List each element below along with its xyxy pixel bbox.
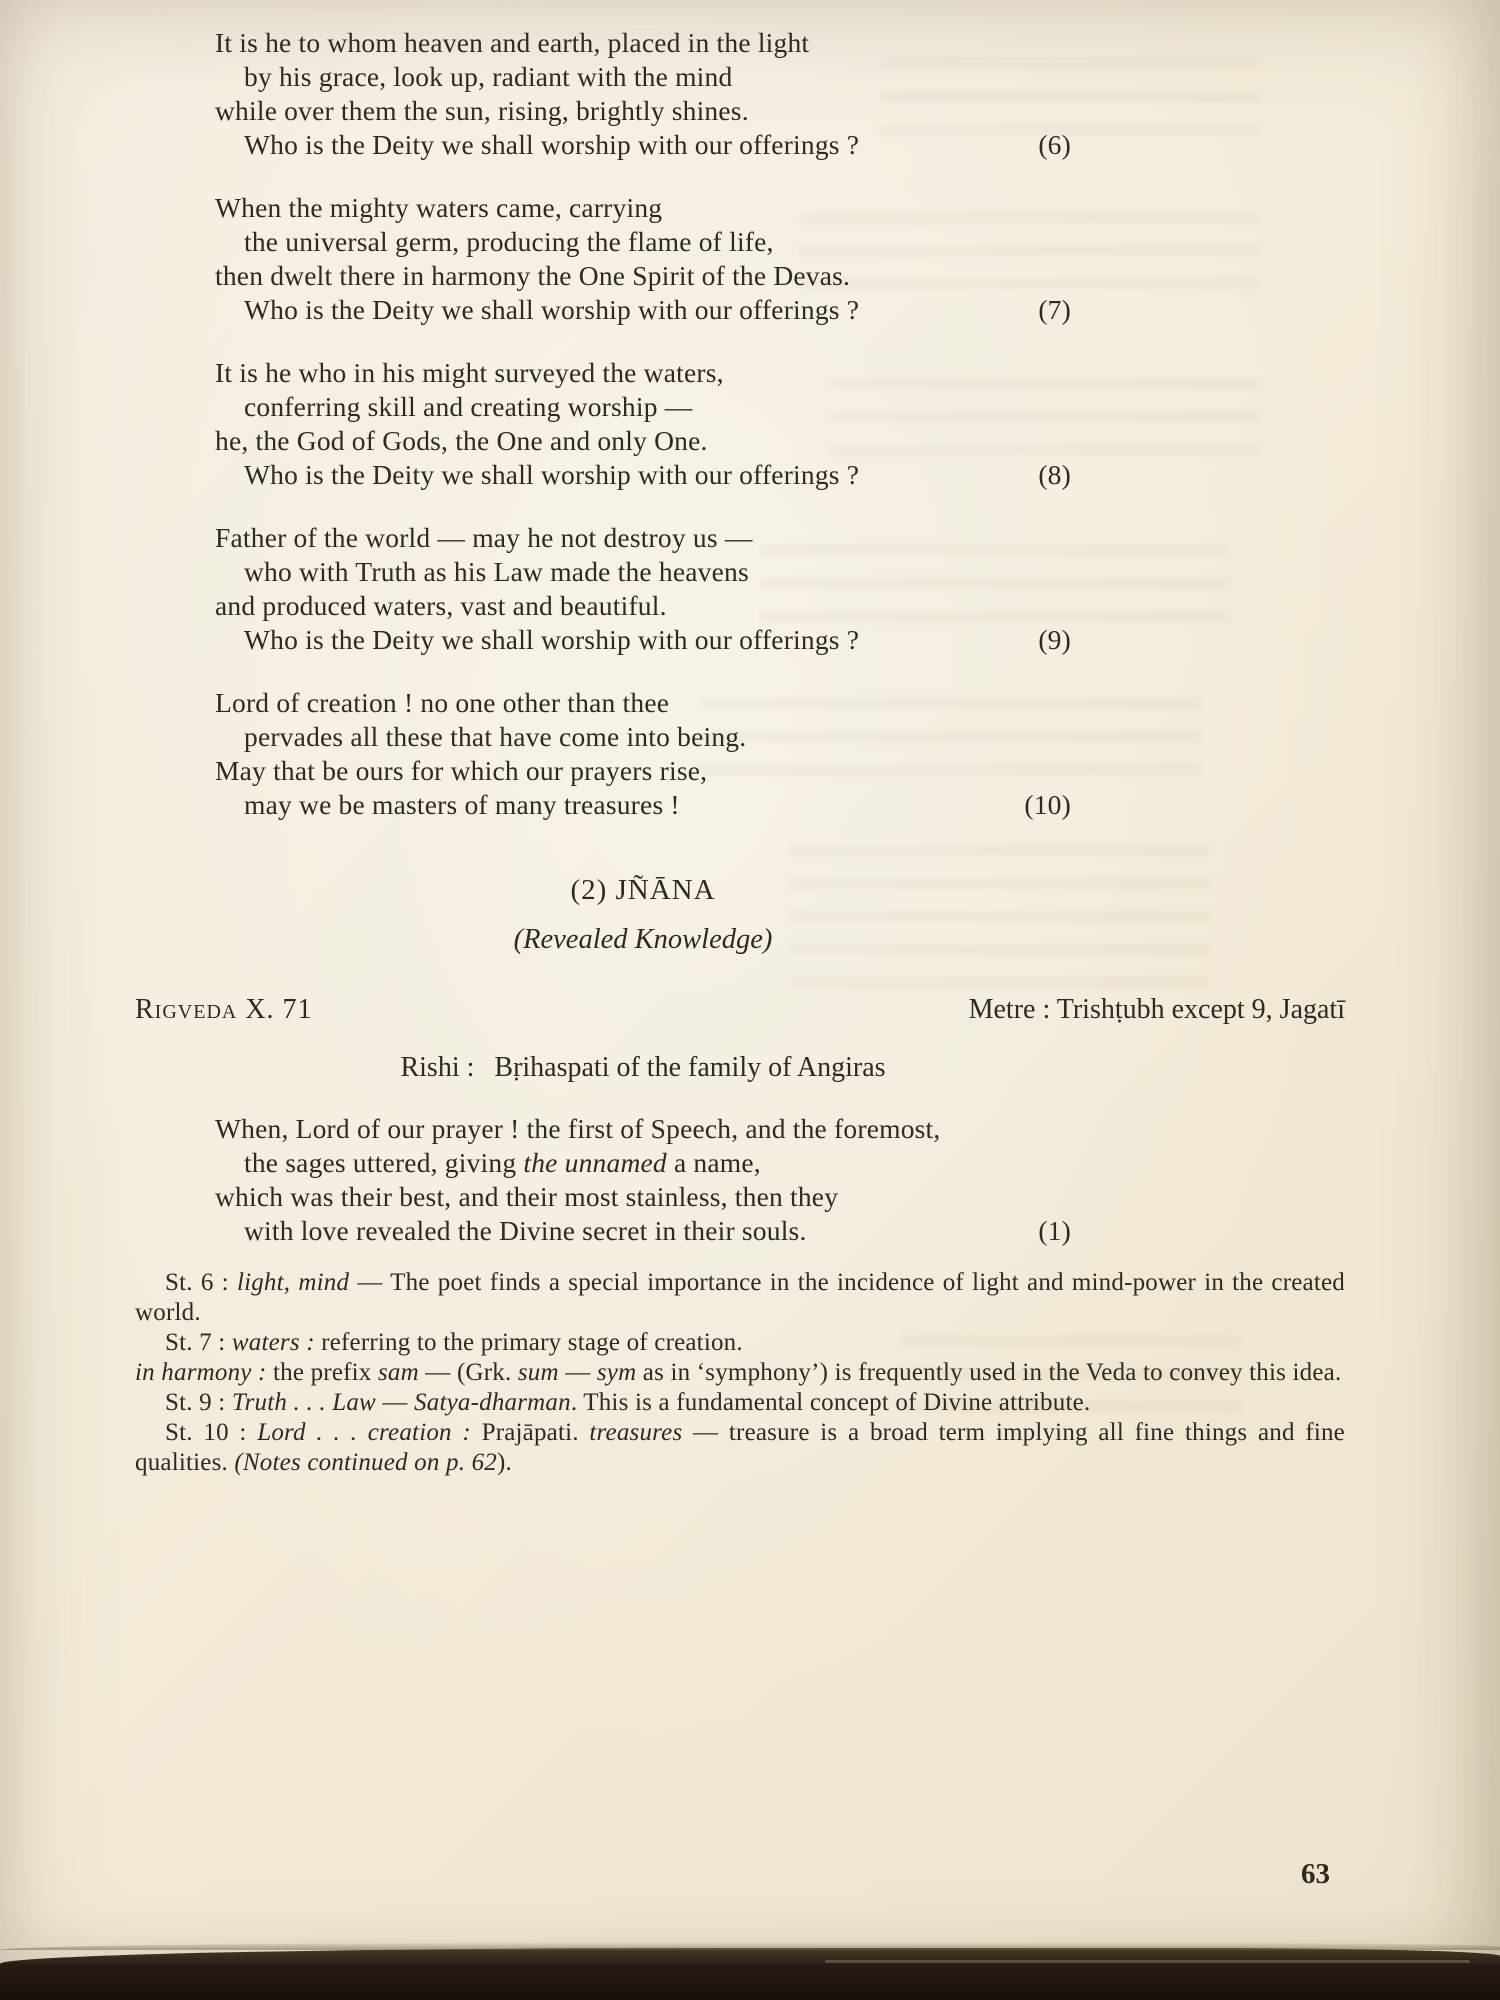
text-run: May that be ours for which our prayers rise, bbox=[215, 755, 708, 786]
stanza-line bbox=[215, 356, 1071, 390]
text-run: the prefix bbox=[266, 1359, 378, 1386]
text-run: — bbox=[558, 1359, 597, 1386]
text-run: then dwelt there in harmony the One Spirit of the Devas. bbox=[215, 260, 851, 291]
italic-text: sum bbox=[517, 1359, 559, 1386]
stanza bbox=[215, 191, 1071, 327]
italic-text: treasures bbox=[589, 1419, 683, 1446]
text-run: while over them the sun, rising, brightly shines. bbox=[215, 95, 749, 126]
stanza-line bbox=[215, 458, 1071, 492]
stanza-line bbox=[215, 191, 1071, 225]
stanza-line bbox=[215, 623, 1071, 657]
text-run: he, the God of Gods, the One and only One. bbox=[215, 425, 708, 456]
stanza-line bbox=[215, 259, 1071, 293]
metre-note: Metre : Trishṭubh except 9, Jagatī bbox=[968, 994, 1345, 1025]
text-run: It is he who in his might surveyed the waters, bbox=[215, 357, 724, 388]
text-run: It is he to whom heaven and earth, placed in the light bbox=[215, 27, 810, 58]
text-run: a name, bbox=[666, 1147, 761, 1178]
text-run: — (Grk. bbox=[418, 1359, 518, 1386]
stanza-line bbox=[215, 589, 1071, 623]
stanza-line bbox=[215, 521, 1071, 555]
italic-text: sym bbox=[596, 1359, 637, 1386]
stanza-line bbox=[215, 293, 1071, 327]
stanza-number: (10) bbox=[1024, 789, 1071, 820]
text-run: Prajāpati. bbox=[470, 1419, 590, 1446]
stanza-number: (1) bbox=[1038, 1215, 1071, 1246]
stanza-line bbox=[215, 60, 1071, 94]
text-run: When, Lord of our prayer ! the first of Speech, and the foremost, bbox=[215, 1113, 941, 1144]
stanza-number: (8) bbox=[1038, 459, 1071, 490]
stanza-number: (6) bbox=[1038, 129, 1071, 160]
stanza-line bbox=[215, 1214, 1071, 1248]
stanza-line bbox=[215, 1180, 1071, 1214]
footnote bbox=[135, 1268, 1345, 1328]
rishi-label: Rishi : bbox=[400, 1052, 475, 1083]
stanza-line bbox=[215, 94, 1071, 128]
stanza-line bbox=[215, 128, 1071, 162]
text-run: pervades all these that have come into being. bbox=[244, 721, 747, 752]
text-run: ). bbox=[497, 1449, 512, 1476]
text-run: St. 9 : bbox=[165, 1389, 232, 1416]
text-run: who with Truth as his Law made the heavens bbox=[244, 556, 749, 587]
text-run: may we be masters of many treasures ! bbox=[244, 789, 680, 820]
stanza-line bbox=[215, 788, 1071, 822]
stanza-list bbox=[215, 26, 1071, 822]
italic-text: sam bbox=[377, 1359, 419, 1386]
italic-text: Truth . . . Law bbox=[231, 1389, 376, 1416]
text-run: . This is a fundamental concept of Divine attribute. bbox=[570, 1389, 1091, 1416]
stanza-line bbox=[215, 720, 1071, 754]
text-run: St. 7 : bbox=[165, 1329, 232, 1356]
stanza-line bbox=[215, 1112, 1071, 1146]
stanza-line bbox=[215, 686, 1071, 720]
text-run: conferring skill and creating worship — bbox=[244, 391, 693, 422]
source-row bbox=[135, 992, 1345, 1028]
stanza bbox=[215, 1112, 1071, 1248]
stanza-line bbox=[215, 390, 1071, 424]
italic-text: in harmony : bbox=[135, 1359, 267, 1386]
text-run: and produced waters, vast and beautiful. bbox=[215, 590, 667, 621]
text-run: St. 10 : bbox=[165, 1419, 258, 1446]
footnotes bbox=[135, 1268, 1345, 1478]
italic-text: waters : bbox=[231, 1329, 315, 1356]
text-run: St. 6 : bbox=[165, 1269, 237, 1296]
stanza-number: (9) bbox=[1038, 624, 1071, 655]
text-run: — The poet finds a special importance in the incidence of light and mind-power in the created world. bbox=[135, 1269, 1345, 1326]
stanza-line bbox=[215, 424, 1071, 458]
text-run: as in ‘symphony’) is frequently used in the Veda to convey this idea. bbox=[636, 1359, 1342, 1386]
section-heading: (2) JÑĀNA bbox=[570, 874, 716, 906]
text-run: which was their best, and their most stainless, then they bbox=[215, 1181, 839, 1212]
footnote bbox=[135, 1328, 1345, 1358]
page-bottom-edge bbox=[0, 1948, 1500, 2000]
stanza bbox=[215, 26, 1071, 162]
page-number: 63 bbox=[1301, 1858, 1330, 1890]
text-run: Lord of creation ! no one other than thee bbox=[215, 687, 670, 718]
rishi-line bbox=[215, 1050, 1071, 1086]
italic-text: light, mind bbox=[236, 1269, 350, 1296]
text-run: Who is the Deity we shall worship with our offerings ? bbox=[244, 459, 860, 490]
text-run: When the mighty waters came, carrying bbox=[215, 192, 663, 223]
page-content bbox=[135, 26, 1345, 1478]
text-run: Who is the Deity we shall worship with our offerings ? bbox=[244, 129, 860, 160]
text-run: — bbox=[375, 1389, 415, 1416]
text-run: Who is the Deity we shall worship with our offerings ? bbox=[244, 294, 860, 325]
italic-text: (Notes continued on p. 62 bbox=[234, 1449, 498, 1476]
text-run: Who is the Deity we shall worship with our offerings ? bbox=[244, 624, 860, 655]
footnote bbox=[135, 1388, 1345, 1418]
italic-text: Lord . . . creation : bbox=[257, 1419, 471, 1446]
text-run: by his grace, look up, radiant with the mind bbox=[244, 61, 733, 92]
footnote bbox=[135, 1418, 1345, 1478]
stanza-number: (7) bbox=[1038, 294, 1071, 325]
footnote bbox=[135, 1358, 1345, 1388]
rishi-name: Bṛihaspati of the family of Angiras bbox=[494, 1052, 886, 1083]
stanza-line bbox=[215, 1146, 1071, 1180]
text-run: — treasure is a broad term implying all fine things and fine qualities. bbox=[135, 1419, 1345, 1476]
text-run: the universal germ, producing the flame of life, bbox=[244, 226, 774, 257]
rigveda-reference: Rigveda X. 71 bbox=[135, 994, 313, 1025]
stanza bbox=[215, 521, 1071, 657]
text-run: the sages uttered, giving bbox=[244, 1147, 524, 1178]
stanza-line bbox=[215, 26, 1071, 60]
stanza-line bbox=[215, 555, 1071, 589]
italic-text: the unnamed bbox=[523, 1147, 667, 1178]
text-run: Father of the world — may he not destroy us — bbox=[215, 522, 753, 553]
section-subheading: (Revealed Knowledge) bbox=[513, 924, 773, 955]
stanza-one-container bbox=[215, 1112, 1071, 1248]
text-run: with love revealed the Divine secret in their souls. bbox=[244, 1215, 807, 1246]
italic-text: Satya-dharman bbox=[414, 1389, 571, 1416]
stanza-line bbox=[215, 225, 1071, 259]
stanza bbox=[215, 686, 1071, 822]
stanza-line bbox=[215, 754, 1071, 788]
stanza bbox=[215, 356, 1071, 492]
text-run: referring to the primary stage of creation. bbox=[314, 1329, 743, 1356]
